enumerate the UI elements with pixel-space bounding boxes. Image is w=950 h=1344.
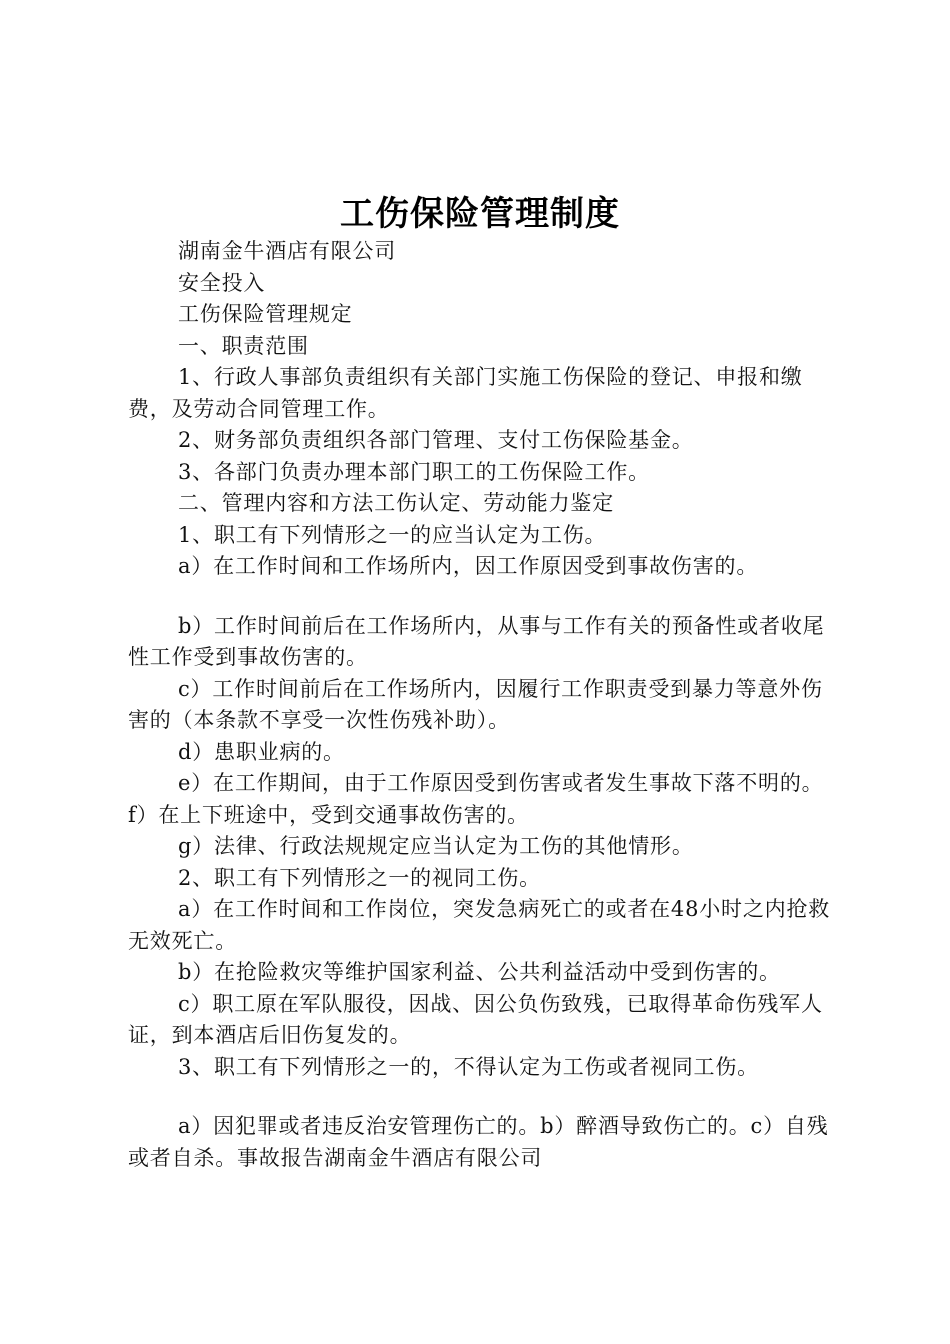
paragraph-item: a）在工作时间和工作岗位，突发急病死亡的或者在48小时之内抢救无效死亡。	[128, 897, 831, 953]
paragraph-gap	[128, 1083, 840, 1111]
paragraph-item: b）工作时间前后在工作场所内，从事与工作有关的预备性或者收尾性工作受到事故伤害的。	[128, 613, 825, 669]
paragraph-regulation-title: 工伤保险管理规定	[178, 302, 353, 326]
paragraph-safety-investment: 安全投入	[178, 270, 266, 295]
paragraph-item: c）职工原在军队服役，因战、因公负伤致残，已取得革命伤残军人证，到本酒店后旧伤复发的。	[128, 991, 823, 1047]
document-title: 工伤保险管理制度	[340, 194, 620, 234]
paragraph-item: 1、职工有下列情形之一的应当认定为工伤。	[178, 522, 607, 547]
paragraph-item: d）患职业病的。	[178, 739, 345, 764]
section-heading-responsibilities: 一、职责范围	[178, 333, 309, 358]
paragraph-item: e）在工作期间，由于工作原因受到伤害或者发生事故下落不明的。f）在上下班途中，受到交通事故伤害的。	[128, 771, 824, 827]
section-heading-management: 二、管理内容和方法工伤认定、劳动能力鉴定	[178, 491, 614, 515]
document-body	[128, 236, 840, 1174]
paragraph-item: g）法律、行政法规规定应当认定为工伤的其他情形。	[178, 834, 694, 858]
paragraph-gap	[128, 583, 840, 611]
paragraph-item: c）工作时间前后在工作场所内，因履行工作职责受到暴力等意外伤害的（本条款不享受一次性伤残补助）。	[128, 676, 823, 732]
paragraph-item: a）因犯罪或者违反治安管理伤亡的。b）醉酒导致伤亡的。c）自残或者自杀。事故报告湖南金牛酒店有限公司	[128, 1114, 829, 1170]
paragraph-item: 2、财务部负责组织各部门管理、支付工伤保险基金。	[178, 428, 694, 452]
paragraph-item: 2、职工有下列情形之一的视同工伤。	[178, 865, 541, 890]
paragraph-item: a）在工作时间和工作场所内，因工作原因受到事故伤害的。	[178, 554, 759, 578]
paragraph-item: 1、行政人事部负责组织有关部门实施工伤保险的登记、申报和缴费，及劳动合同管理工作。	[128, 365, 803, 421]
paragraph-item: 3、各部门负责办理本部门职工的工伤保险工作。	[178, 459, 650, 484]
paragraph-company: 湖南金牛酒店有限公司	[178, 239, 396, 263]
paragraph-item: b）在抢险救灾等维护国家利益、公共利益活动中受到伤害的。	[178, 960, 781, 984]
paragraph-item: 3、职工有下列情形之一的，不得认定为工伤或者视同工伤。	[178, 1054, 759, 1079]
